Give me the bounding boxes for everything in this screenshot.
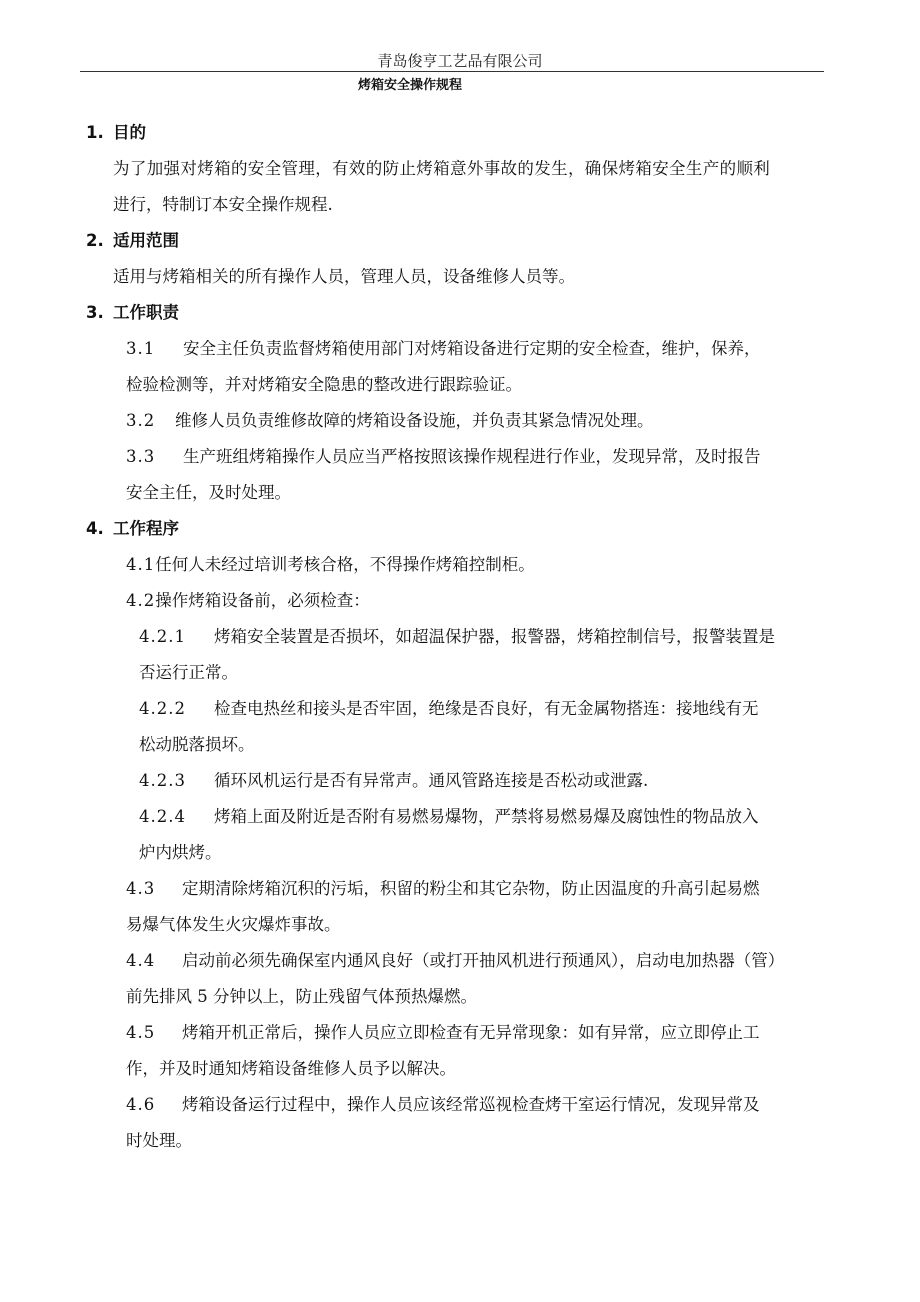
paragraph-line: 松动脱落损坏。 <box>139 735 255 754</box>
section-heading-procedure <box>86 517 179 541</box>
item-number: 4.2.1 <box>139 627 186 646</box>
item-text: 操作烤箱设备前，必须检查： <box>155 591 370 610</box>
paragraph-line: 炉内烘烤。 <box>139 843 222 862</box>
list-item <box>139 697 759 721</box>
section-number: 4. <box>86 519 104 538</box>
item-text: 烤箱上面及附近是否附有易燃易爆物，严禁将易燃易爆及腐蚀性的物品放入 <box>214 807 759 826</box>
paragraph-line: 为了加强对烤箱的安全管理，有效的防止烤箱意外事故的发生，确保烤箱安全生产的顺利 <box>113 159 771 178</box>
item-text: 维修人员负责维修故障的烤箱设备设施，并负责其紧急情况处理。 <box>175 411 654 430</box>
section-number: 2. <box>86 231 104 250</box>
list-item <box>126 1093 760 1117</box>
section-heading-scope <box>86 229 179 253</box>
list-item <box>139 805 759 829</box>
header-rule <box>80 71 824 72</box>
item-number: 4.2.3 <box>139 771 186 790</box>
item-text: 烤箱安全装置是否损坏，如超温保护器，报警器，烤箱控制信号，报警装置是 <box>214 627 775 646</box>
item-number: 4.2 <box>126 591 156 610</box>
paragraph-line: 时处理。 <box>126 1131 192 1150</box>
section-number: 1. <box>86 123 104 142</box>
list-item <box>126 589 370 613</box>
paragraph-line: 进行，特制订本安全操作规程. <box>113 195 333 214</box>
item-text: 任何人未经过培训考核合格，不得操作烤箱控制柜。 <box>155 555 535 574</box>
list-item <box>126 877 760 901</box>
item-number: 4.2.2 <box>139 699 186 718</box>
document-title: 烤箱安全操作规程 <box>357 78 462 93</box>
section-number: 3. <box>86 303 104 322</box>
paragraph-line: 前先排风 5 分钟以上，防止残留气体预热爆燃。 <box>126 987 477 1006</box>
item-number: 4.3 <box>126 879 156 898</box>
section-title: 工作职责 <box>113 303 179 322</box>
company-header: 青岛俊亨工艺品有限公司 <box>377 52 543 70</box>
section-title: 适用范围 <box>113 231 179 250</box>
list-item <box>126 445 761 469</box>
paragraph-line: 安全主任，及时处理。 <box>126 483 291 502</box>
section-title: 目的 <box>113 123 146 142</box>
section-heading-purpose <box>86 121 146 145</box>
item-text: 定期清除烤箱沉积的污垢，积留的粉尘和其它杂物，防止因温度的升高引起易燃 <box>182 879 760 898</box>
list-item <box>126 553 535 577</box>
item-number: 4.6 <box>126 1095 156 1114</box>
item-number: 4.5 <box>126 1023 156 1042</box>
paragraph-line: 否运行正常。 <box>139 663 238 682</box>
item-number: 4.1 <box>126 555 156 574</box>
list-item <box>126 409 654 433</box>
item-text: 检查电热丝和接头是否牢固，绝缘是否良好，有无金属物搭连：接地线有无 <box>214 699 759 718</box>
list-item <box>126 949 784 973</box>
paragraph-line: 检验检测等，并对烤箱安全隐患的整改进行跟踪验证。 <box>126 375 522 394</box>
list-item <box>126 337 761 361</box>
item-text: 启动前必须先确保室内通风良好（或打开抽风机进行预通风），启动电加热器（管） <box>182 951 785 970</box>
item-number: 4.4 <box>126 951 156 970</box>
section-heading-responsibilities <box>86 301 179 325</box>
item-text: 烤箱设备运行过程中，操作人员应该经常巡视检查烤干室运行情况，发现异常及 <box>182 1095 760 1114</box>
paragraph-line: 易爆气体发生火灾爆炸事故。 <box>126 915 341 934</box>
paragraph-line: 适用与烤箱相关的所有操作人员，管理人员，设备维修人员等。 <box>113 267 575 286</box>
item-text: 安全主任负责监督烤箱使用部门对烤箱设备进行定期的安全检查，维护，保养， <box>183 339 761 358</box>
item-text: 生产班组烤箱操作人员应当严格按照该操作规程进行作业，发现异常，及时报告 <box>183 447 761 466</box>
list-item <box>139 625 775 649</box>
item-text: 烤箱开机正常后，操作人员应立即检查有无异常现象：如有异常，应立即停止工 <box>182 1023 760 1042</box>
item-number: 4.2.4 <box>139 807 186 826</box>
list-item <box>139 769 648 793</box>
item-number: 3.2 <box>126 411 156 430</box>
item-number: 3.1 <box>126 339 156 358</box>
list-item <box>126 1021 760 1045</box>
section-title: 工作程序 <box>113 519 179 538</box>
item-number: 3.3 <box>126 447 156 466</box>
paragraph-line: 作，并及时通知烤箱设备维修人员予以解决。 <box>126 1059 456 1078</box>
item-text: 循环风机运行是否有异常声。通风管路连接是否松动或泄露. <box>214 771 649 790</box>
